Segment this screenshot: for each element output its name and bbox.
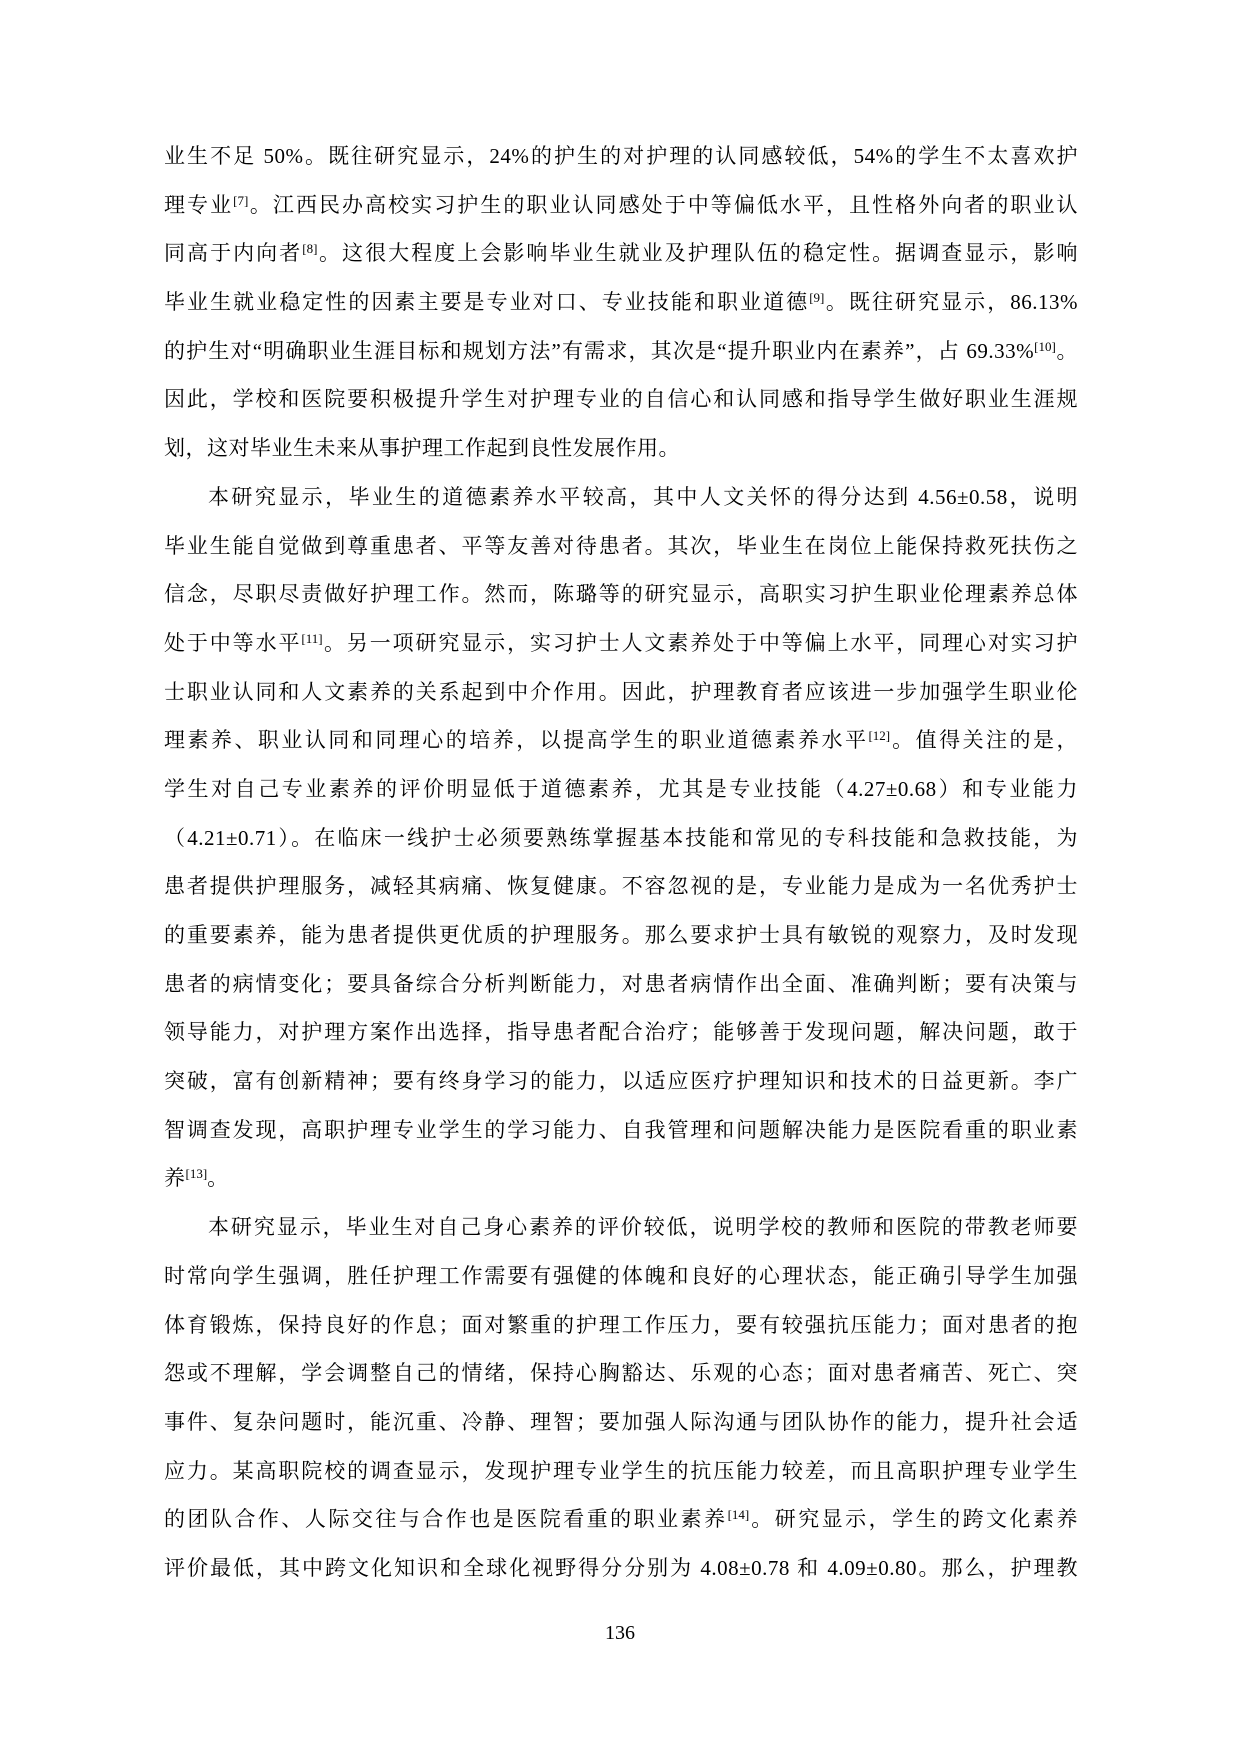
text-line: 事件、复杂问题时，能沉重、冷静、理智；要加强人际沟通与团队协作的能力，提升社会适 [164,1409,1078,1434]
text-line: 信念，尽职尽责做好护理工作。然而，陈璐等的研究显示，高职实习护生职业伦理素养总体 [164,582,1078,607]
text-line: 领导能力，对护理方案作出选择，指导患者配合治疗；能够善于发现问题，解决问题，敢于 [164,1020,1078,1045]
paragraph [164,473,1078,1203]
citation-ref: [8] [302,241,318,257]
citation-ref: [14] [727,1507,750,1523]
text-line: 的团队合作、人际交往与合作也是医院看重的职业素养[14]。研究显示，学生的跨文化素养 [164,1507,1078,1532]
text-line: 患者的病情变化；要具备综合分析判断能力，对患者病情作出全面、准确判断；要有决策与 [164,971,1078,996]
text-line: 处于中等水平[11]。另一项研究显示，实习护士人文素养处于中等偏上水平，同理心对实习护 [164,630,1078,655]
text-line: 业生不足 50%。既往研究显示，24%的护生的对护理的认同感较低，54%的学生不太喜欢护 [164,144,1078,168]
text-line: 因此，学校和医院要积极提升学生对护理专业的自信心和认同感和指导学生做好职业生涯规 [164,387,1078,412]
document-body [164,132,1078,1593]
text-line: 时常向学生强调，胜任护理工作需要有强健的体魄和良好的心理状态，能正确引导学生加强 [164,1263,1078,1288]
text-line: （4.21±0.71）。在临床一线护士必须要熟练掌握基本技能和常见的专科技能和急救技能，为 [164,825,1078,850]
text-line: 体育锻炼，保持良好的作息；面对繁重的护理工作压力，要有较强抗压能力；面对患者的抱 [164,1312,1078,1337]
text-line: 理素养、职业认同和同理心的培养，以提高学生的职业道德素养水平[12]。值得关注的是， [164,728,1078,753]
citation-ref: [9] [809,290,825,306]
text-line: 突破，富有创新精神；要有终身学习的能力，以适应医疗护理知识和技术的日益更新。李广 [164,1069,1078,1094]
text-line: 患者提供护理服务，减轻其病痛、恢复健康。不容忽视的是，专业能力是成为一名优秀护士 [164,874,1078,899]
text-line: 的重要素养，能为患者提供更优质的护理服务。那么要求护士具有敏锐的观察力，及时发现 [164,923,1078,947]
text-line: 本研究显示，毕业生的道德素养水平较高，其中人文关怀的得分达到 4.56±0.58，说明 [208,484,1078,509]
paragraph [164,132,1078,473]
page-number: 136 [605,1622,635,1644]
text-line: 评价最低，其中跨文化知识和全球化视野得分分别为 4.08±0.78 和 4.09±0.80。那么，护理教 [164,1555,1078,1580]
citation-ref: [11] [301,630,323,646]
text-line: 应力。某高职院校的调查显示，发现护理专业学生的抗压能力较差，而且高职护理专业学生 [164,1458,1078,1483]
citation-ref: [10] [1034,338,1056,354]
citation-ref: [12] [868,728,891,744]
citation-ref: [13] [185,1166,208,1182]
text-line: 的护生对“明确职业生涯目标和规划方法”有需求，其次是“提升职业内在素养”，占 69.33%[10]。 [164,338,1078,363]
text-line: 智调查发现，高职护理专业学生的学习能力、自我管理和问题解决能力是医院看重的职业素 [164,1117,1078,1142]
text-line: 怨或不理解，学会调整自己的情绪，保持心胸豁达、乐观的心态；面对患者痛苦、死亡、突 [164,1361,1078,1386]
text-line: 理专业[7]。江西民办高校实习护生的职业认同感处于中等偏低水平，且性格外向者的职业认 [164,192,1078,217]
text-line: 学生对自己专业素养的评价明显低于道德素养，尤其是专业技能（4.27±0.68）和专业能力 [164,776,1078,801]
text-line: 毕业生能自觉做到尊重患者、平等友善对待患者。其次，毕业生在岗位上能保持救死扶伤之 [164,533,1078,558]
text-line: 本研究显示，毕业生对自己身心素养的评价较低，说明学校的教师和医院的带教老师要 [208,1215,1078,1240]
text-line: 养[13]。 [164,1166,229,1191]
text-line: 士职业认同和人文素养的关系起到中介作用。因此，护理教育者应该进一步加强学生职业伦 [164,679,1078,704]
text-line: 同高于内向者[8]。这很大程度上会影响毕业生就业及护理队伍的稳定性。据调查显示，影响 [164,241,1078,266]
text-line: 毕业生就业稳定性的因素主要是专业对口、专业技能和职业道德[9]。既往研究显示，86.13% [164,290,1078,315]
paragraph [164,1203,1078,1593]
text-line: 划，这对毕业生未来从事护理工作起到良性发展作用。 [164,436,680,461]
citation-ref: [7] [233,192,249,208]
